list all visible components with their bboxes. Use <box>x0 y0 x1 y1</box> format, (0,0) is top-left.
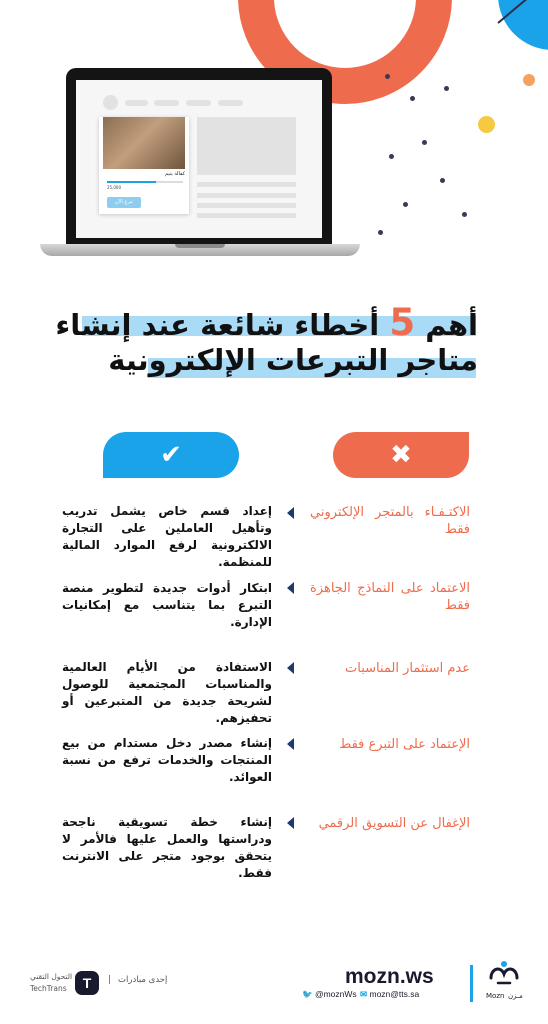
arrow-left-icon <box>287 507 294 519</box>
twitter-handle[interactable] <box>302 989 357 1000</box>
donation-progress-bar <box>107 181 183 183</box>
placeholder-avatar <box>103 95 118 110</box>
arrow-left-icon <box>287 738 294 750</box>
arrow-left-icon <box>287 662 294 674</box>
placeholder-text-line <box>197 182 296 187</box>
page-title-line2: متاجر التبرعات الإلكترونية <box>108 343 478 377</box>
card-amount: 25,000 <box>107 185 121 190</box>
solution-text: ابتكار أدوات جديدة لتطوير منصة التبرع بما يتناسب مع إمكانيات الإدارة. <box>62 581 272 629</box>
logo-caption-en: Mozn <box>486 992 505 1000</box>
mistake-text: الاعتماد على النماذج الجاهزة فقط <box>310 581 470 613</box>
arrow-left-icon <box>287 582 294 594</box>
small-dot <box>378 230 383 235</box>
solution-text: إنشاء خطة تسويقية ناجحة ودراستها والعمل عليها فالأمر لا يتحقق بوجود متجر على الانترنت فقط. <box>62 815 272 880</box>
check-icon: ✔ <box>160 440 182 470</box>
solution-text: إعداد قسم خاص يشمل تدريب وتأهيل العاملين على التجارة الالكترونية لرفع الموارد المالية للمنظمة. <box>62 504 272 569</box>
page-title-line1 <box>55 301 478 344</box>
laptop-notch <box>175 244 225 248</box>
mistake-text: الإعتماد على التبرع فقط <box>339 737 470 752</box>
small-dot <box>403 202 408 207</box>
mistake-text: الاكتـفـاء بالمتجر الإلكتروني فقط <box>310 505 470 537</box>
placeholder-text-line <box>197 213 296 218</box>
arrow-left-icon <box>287 817 294 829</box>
mistake-text: الإغفال عن التسويق الرقمي <box>318 816 470 831</box>
twitter-text: @moznWs <box>314 989 357 999</box>
placeholder-text-line <box>197 193 296 198</box>
placeholder-nav-bar <box>218 100 243 106</box>
twitter-icon: 🐦 <box>302 989 313 999</box>
title-phrase: أخطاء شائعة عند إنشاء <box>55 308 380 342</box>
email-text: mozn@tts.sa <box>369 989 420 999</box>
small-dot <box>389 154 394 159</box>
placeholder-image-block <box>197 117 296 175</box>
small-dot <box>410 96 415 101</box>
brand-website[interactable]: mozn.ws <box>345 965 434 988</box>
x-icon: ✖ <box>390 440 412 470</box>
correct-column-header <box>103 432 239 478</box>
mistake-column-header <box>333 432 469 478</box>
techtrans-logo-icon: T <box>75 971 99 995</box>
donation-progress-fill <box>107 181 156 183</box>
solution-text: الاستفادة من الأيام العالمية والمناسبات المجتمعية للوصول لشريحة جديدة من المتبرعين أو تحفيزهم. <box>62 660 272 725</box>
footer-separator: | <box>108 975 111 985</box>
placeholder-nav-bar <box>154 100 179 106</box>
solution-text: إنشاء مصدر دخل مستدام من بيع المنتجات والخدمات ترفع من نسبة العوائد. <box>62 736 272 784</box>
placeholder-nav-bar <box>125 100 148 106</box>
partner-name-ar: التحول التقني <box>30 972 73 981</box>
small-dot <box>444 86 449 91</box>
placeholder-text-line <box>197 203 296 208</box>
mail-icon: ✉ <box>360 989 368 999</box>
children-photo <box>103 117 185 169</box>
small-dot <box>440 178 445 183</box>
small-dot <box>422 140 427 145</box>
email-contact[interactable] <box>360 989 419 1000</box>
footer-divider <box>470 965 473 1002</box>
card-title: كفالة يتيم <box>165 171 185 177</box>
partner-name-en: TechTrans <box>30 984 67 993</box>
logo-caption-ar: مـزن <box>508 992 523 1000</box>
yellow-dot-decoration <box>478 116 495 133</box>
title-number: 5 <box>389 301 416 344</box>
donate-now-button[interactable]: تبرع الآن <box>107 197 141 208</box>
orange-dot-decoration <box>523 74 535 86</box>
blue-circle-decoration <box>498 0 548 50</box>
small-dot <box>462 212 467 217</box>
small-dot <box>385 74 390 79</box>
title-word: أهم <box>425 308 478 342</box>
initiative-label: إحدى مبادرات <box>118 975 168 985</box>
mozn-logo-icon <box>487 958 521 988</box>
placeholder-nav-bar <box>186 100 211 106</box>
mistake-text: عدم استثمار المناسبات <box>345 661 470 676</box>
